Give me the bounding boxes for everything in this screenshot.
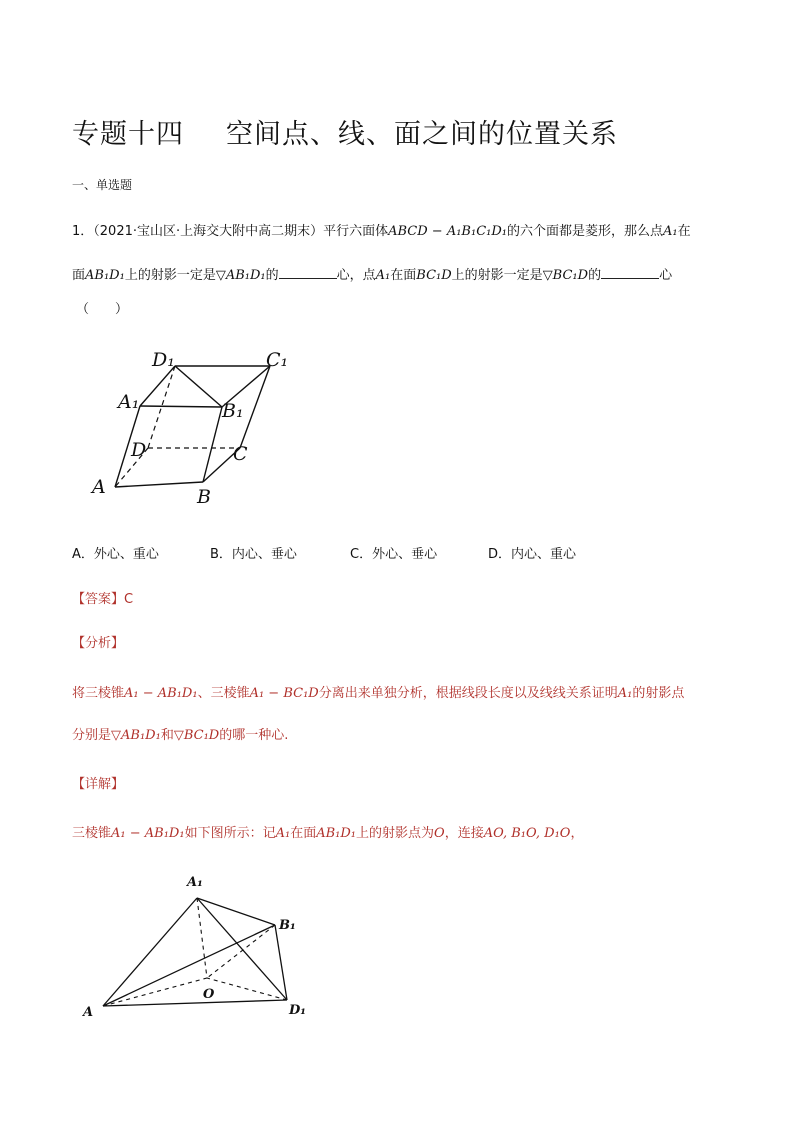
label-a: A: [83, 1005, 94, 1020]
analysis-text: 将三棱锥: [72, 686, 125, 701]
question-text: 在面: [390, 268, 417, 283]
answer-paren: （ ）: [76, 302, 129, 317]
math-expr: ▽BC₁D: [542, 268, 589, 283]
edge-b1b: [203, 407, 222, 482]
edge-d1a1: [140, 366, 175, 406]
segment-a1o: [197, 898, 207, 978]
detail-label: 【详解】: [72, 777, 125, 792]
analysis-line-2: [72, 724, 288, 743]
analysis-label: 【分析】: [72, 636, 125, 651]
label-c1: C₁: [266, 349, 289, 371]
page-title: [72, 112, 618, 151]
choice-c[interactable]: C．外心、垂心: [350, 547, 438, 562]
title-topic-name: 空间点、线、面之间的位置关系: [226, 119, 618, 150]
choice-b[interactable]: B．内心、垂心: [210, 547, 297, 562]
math-expr: A₁: [617, 686, 633, 701]
segment-b1o: [207, 925, 275, 978]
edge-ab1: [103, 925, 275, 1006]
answer-label: 【答案】: [72, 592, 125, 607]
parallelepiped-figure: [80, 340, 310, 515]
math-expr: ▽AB₁D₁: [111, 728, 161, 743]
analysis-text: 的哪一种心.: [219, 728, 289, 743]
tetrahedron-figure: [75, 868, 325, 1028]
answer-block: [72, 588, 133, 607]
edge-ad1: [103, 1000, 287, 1006]
edge-a1b1: [140, 406, 222, 407]
question-text: 1．（2021·宝山区·上海交大附中高二期末）平行六面体: [72, 224, 389, 239]
question-text: 心: [659, 268, 673, 283]
question-text: 的: [265, 268, 279, 283]
analysis-text: 的射影点: [632, 686, 685, 701]
question-text: 上的射影一定是: [124, 268, 216, 283]
label-d1: D₁: [152, 349, 175, 371]
question-text: 上的射影一定是: [451, 268, 543, 283]
edge-ab: [115, 482, 203, 487]
detail-text: ，: [570, 826, 584, 841]
analysis-text: 分离出来单独分析，根据线段长度以及线线关系证明: [318, 686, 618, 701]
question-line-1: [72, 220, 691, 239]
math-expr: A₁: [375, 268, 391, 283]
label-a: A: [92, 476, 106, 498]
title-topic-number: 专题十四: [72, 119, 184, 150]
label-a1: A₁: [118, 391, 140, 413]
detail-text: 三棱锥: [72, 826, 112, 841]
detail-text: 上的射影点为: [356, 826, 435, 841]
choices-row: [72, 543, 576, 562]
math-expr: O: [434, 826, 445, 841]
edge-a1a: [103, 898, 197, 1006]
answer-blank: [279, 266, 337, 279]
math-expr: AB₁D₁: [316, 826, 356, 841]
math-expr: A₁ − BC₁D: [249, 686, 319, 701]
question-text: 面: [72, 268, 86, 283]
choice-d[interactable]: D．内心、重心: [488, 547, 577, 562]
answer-value: C: [124, 592, 134, 607]
label-b1: B₁: [279, 918, 296, 933]
question-text: 心，点: [336, 268, 376, 283]
question-text: 的六个面都是菱形，那么点: [507, 224, 664, 239]
label-a1: A₁: [187, 875, 203, 890]
math-expr: ABCD − A₁B₁C₁D₁: [388, 224, 507, 239]
analysis-text: 、三棱锥: [197, 686, 250, 701]
label-b1: B₁: [222, 400, 244, 422]
detail-text: 如下图所示：记: [184, 826, 276, 841]
question-text: 的: [588, 268, 602, 283]
label-b: B: [197, 486, 211, 508]
question-text: 在: [677, 224, 691, 239]
edge-d1b1: [175, 366, 222, 407]
detail-text: 在面: [290, 826, 317, 841]
section-heading: 一、单选题: [72, 178, 133, 192]
math-expr: A₁ − AB₁D₁: [111, 826, 185, 841]
label-c: C: [233, 443, 248, 465]
math-expr: A₁ − AB₁D₁: [124, 686, 198, 701]
question-line-2: [72, 264, 672, 283]
detail-line-1: [72, 822, 584, 841]
math-expr: ▽AB₁D₁: [215, 268, 266, 283]
math-expr: A₁: [275, 826, 291, 841]
choice-a[interactable]: A．外心、重心: [72, 547, 159, 562]
segment-d1o: [207, 978, 287, 1000]
detail-text: ，连接: [444, 826, 484, 841]
label-o: O: [203, 987, 215, 1002]
math-expr: AO, B₁O, D₁O: [483, 826, 571, 841]
answer-blank: [601, 266, 659, 279]
math-expr: A₁: [663, 224, 678, 239]
analysis-text: 分别是: [72, 728, 112, 743]
label-d1: D₁: [289, 1003, 306, 1018]
analysis-line-1: [72, 682, 684, 701]
analysis-text: 和: [160, 728, 174, 743]
math-expr: BC₁D: [416, 268, 452, 283]
math-expr: ▽BC₁D: [173, 728, 220, 743]
label-d: D: [131, 439, 147, 461]
math-expr: AB₁D₁: [85, 268, 125, 283]
